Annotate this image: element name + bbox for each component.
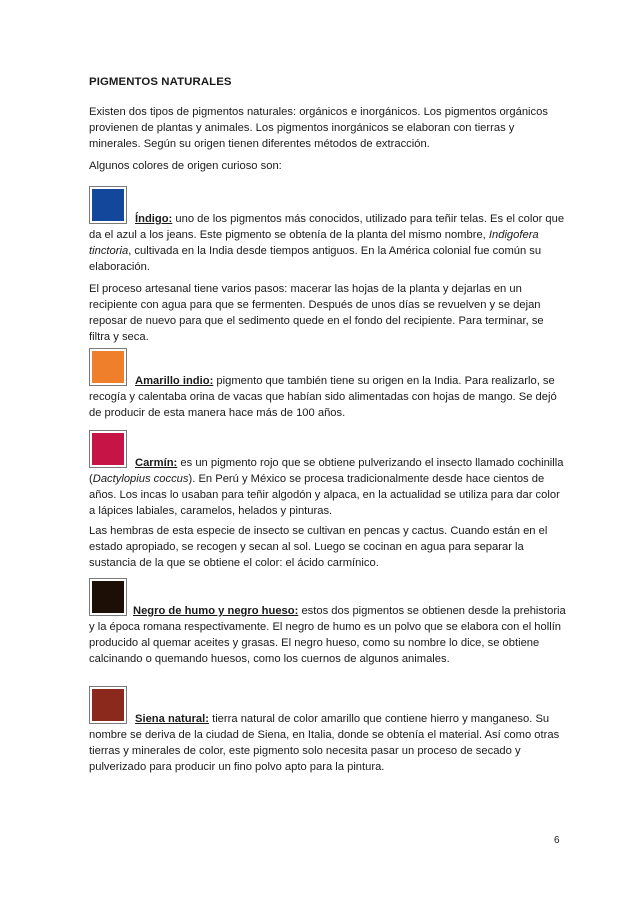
page-title: PIGMENTOS NATURALES xyxy=(89,76,232,88)
pigment-name: Índigo: xyxy=(135,213,173,225)
pigment-amarillo-indio xyxy=(89,373,567,421)
pigment-carmin xyxy=(89,455,567,519)
pigment-negro xyxy=(89,603,567,667)
pigment-siena xyxy=(89,711,567,775)
page-number: 6 xyxy=(554,835,560,846)
pigment-species: Indigofera tinctoria xyxy=(89,229,539,257)
pigment-species: Dactylopius coccus xyxy=(92,473,189,485)
pigment-name: Negro de humo y negro hueso: xyxy=(133,605,299,617)
subtitle-paragraph: Algunos colores de origen curioso son: xyxy=(89,160,282,172)
pigment-indigo xyxy=(89,211,567,275)
pigment-text: uno de los pigmentos más conocidos, utilizado para teñir telas. Es el color que da el azul a los jeans. Este pigmento se obtenía de la planta del mismo nombre, xyxy=(89,213,565,241)
pigment-text: , cultivada en la India desde tiempos antiguos. En la América colonial fue común su elaboración. xyxy=(89,245,542,273)
carmin-process-paragraph: Las hembras de esta especie de insecto se cultivan en pencas y cactus. Cuando están en el estado apropiado, se recogen y secan al sol. Luego se cocinan en agua para separar la sustancia de la que se obtiene el color: el ácido carmínico. xyxy=(89,525,548,569)
pigment-text: es un pigmento rojo que se obtiene pulverizando el insecto llamado cochinilla ( xyxy=(89,457,564,485)
pigment-text: estos dos pigmentos se obtienen desde la prehistoria y la época romana respectivamente. El negro de humo es un polvo que se elabora con el hollín producido al quemar aceites y grasas. El negro hueso, como su nombre lo dice, se obtiene calcinando o quemando huesos, como los cuernos de algunos animales. xyxy=(89,605,566,665)
pigment-text: tierra natural de color amarillo que contiene hierro y manganeso. Su nombre se deriva de la ciudad de Siena, en Italia, donde se obtenía el material. Así como otras tierras y minerales de color, este pigmento solo necesita pasar un proceso de secado y pulverizado para producir un fino polvo apto para la pintura. xyxy=(89,713,560,773)
intro-paragraph: Existen dos tipos de pigmentos naturales: orgánicos e inorgánicos. Los pigmentos orgánicos provienen de plantas y animales. Los pigmentos inorgánicos se elaboran con tierras y minerales. Según su origen tienen diferentes métodos de extracción. xyxy=(89,106,548,150)
indigo-process-paragraph: El proceso artesanal tiene varios pasos: macerar las hojas de la planta y dejarlas en un recipiente con agua para que se fermenten. Después de unos días se revuelven y se dejan reposar de nuevo para que el sedimento quede en el fondo del recipiente. Para terminar, se filtra y seca. xyxy=(89,283,544,343)
pigment-name: Amarillo indio: xyxy=(135,375,214,387)
pigment-name: Carmín: xyxy=(135,457,178,469)
pigment-name: Siena natural: xyxy=(135,713,209,725)
pigment-text: pigmento que también tiene su origen en la India. Para realizarlo, se recogía y calentaba orina de vacas que habían sido alimentadas con hojas de mango. Se dejó de producir de esta manera hace más de 100 años. xyxy=(89,375,557,419)
pigment-text: ). En Perú y México se procesa tradicionalmente desde hace cientos de años. Los incas lo usaban para teñir algodón y alpaca, en la actualidad se utiliza para dar color a lápices labiales, caramelos, helados y pinturas. xyxy=(89,473,560,517)
